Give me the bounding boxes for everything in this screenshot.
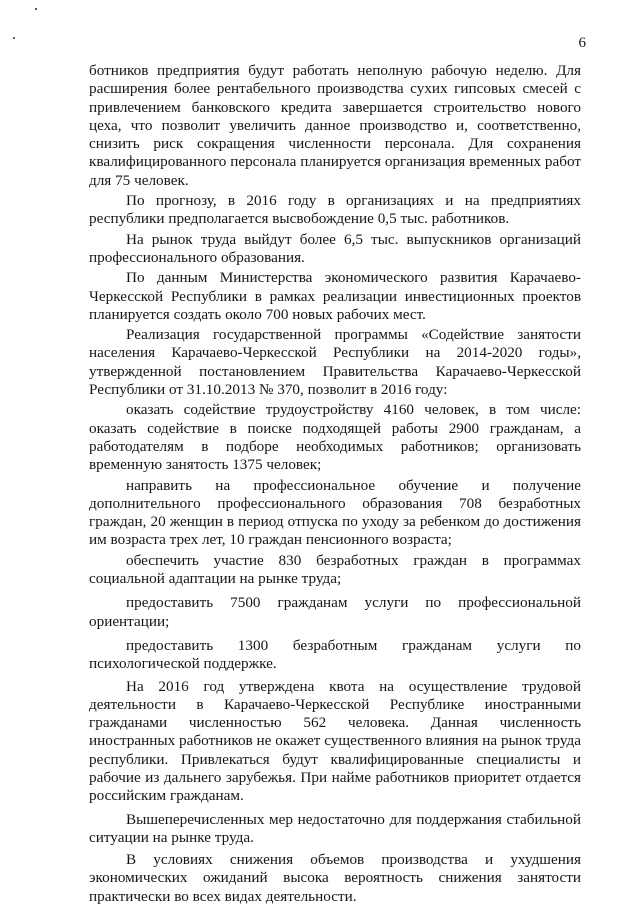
paragraph: Вышеперечисленных мер недостаточно для поддержания стабильной ситуации на рынке труда. bbox=[89, 810, 581, 846]
document-body bbox=[89, 62, 581, 906]
paragraph: В условиях снижения объемов производства и ухудшения экономических ожиданий высока вероятность снижения занятости практически во всех видах деятельности. bbox=[89, 851, 581, 905]
paragraph: На 2016 год утверждена квота на осуществление трудовой деятельности в Карачаево-Черкесской Республике иностранными гражданами численностью 562 человека. Данная численность иностранных работников не окажет существенного влияния на рынок труда республики. Привлекаться будут квалифицированные специалисты и рабочие из дальнего зарубежья. При найме работников приоритет отдается российским гражданам. bbox=[89, 677, 581, 805]
paragraph: На рынок труда выйдут более 6,5 тыс. выпускников организаций профессионального образования. bbox=[89, 230, 581, 266]
paragraph: ботников предприятия будут работать неполную рабочую неделю. Для расширения более рентабельного производства сухих гипсовых смесей с привлечением банковского кредита завершается строительство нового цеха, что позволит увеличить данное производство и, соответственно, снизить риск сокращения численности персонала. Для сохранения квалифицированного персонала планируется организация временных работ для 75 человек. bbox=[89, 62, 581, 189]
paragraph: По прогнозу, в 2016 году в организациях и на предприятиях республики предполагается высвобождение 0,5 тыс. работников. bbox=[89, 192, 581, 228]
page-number: 6 bbox=[578, 35, 586, 51]
paragraph: предоставить 7500 гражданам услуги по профессиональной ориентации; bbox=[89, 594, 581, 630]
paragraph: предоставить 1300 безработным гражданам услуги по психологической поддержке. bbox=[89, 636, 581, 673]
paragraph: оказать содействие трудоустройству 4160 человек, в том числе: оказать содействие в поиске подходящей работы 2900 гражданам, а работодателям в подборе необходимых работников; организовать временную занятость 1375 человек; bbox=[89, 401, 581, 474]
scan-mark bbox=[13, 37, 15, 39]
paragraph: Реализация государственной программы «Содействие занятости населения Карачаево-Черкесской Республики на 2014-2020 годы», утвержденной постановлением Правительства Карачаево-Черкесской Республики от 31.10.2013 № 370, позволит в 2016 году: bbox=[89, 326, 581, 399]
paragraph: обеспечить участие 830 безработных граждан в программах социальной адаптации на рынке труда; bbox=[89, 551, 581, 588]
paragraph: По данным Министерства экономического развития Карачаево-Черкесской Республики в рамках реализации инвестиционных проектов планируется создать около 700 новых рабочих мест. bbox=[89, 269, 581, 323]
paragraph: направить на профессиональное обучение и получение дополнительного профессионального образования 708 безработных граждан, 20 женщин в период отпуска по уходу за ребенком до достижения им возраста трех лет, 10 граждан пенсионного возраста; bbox=[89, 476, 581, 549]
scan-mark bbox=[35, 8, 37, 10]
